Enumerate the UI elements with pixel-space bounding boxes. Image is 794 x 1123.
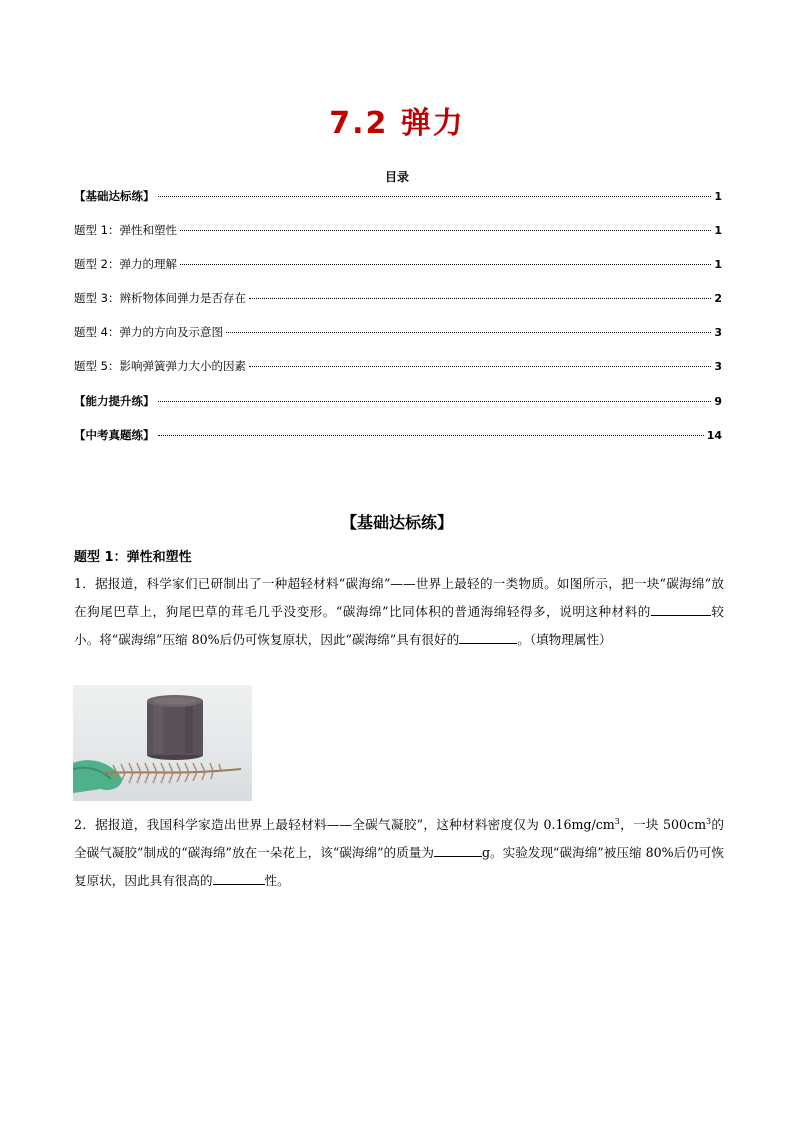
carbon-sponge-illustration bbox=[73, 685, 252, 801]
toc-page-number: 1 bbox=[714, 190, 722, 203]
toc-entry-label: 【能力提升练】 bbox=[74, 394, 155, 408]
answer-blank[interactable] bbox=[651, 603, 711, 616]
toc-page-number: 1 bbox=[714, 224, 722, 237]
toc-leader-dots bbox=[158, 401, 712, 402]
toc-entry-label: 题型 4：弹力的方向及示意图 bbox=[74, 325, 223, 339]
superscript: 3 bbox=[614, 817, 620, 826]
carbon-sponge-photo bbox=[73, 685, 252, 801]
superscript: 3 bbox=[706, 817, 712, 826]
toc-page-number: 3 bbox=[714, 360, 722, 373]
toc-page-number: 9 bbox=[714, 395, 722, 408]
question-2-text-c: 的全碳气凝胶”制成的“碳海绵”放在一朵花上，该“碳海绵”的质量为 bbox=[74, 817, 724, 861]
question-type-heading: 题型 1：弹性和塑性 bbox=[74, 550, 192, 565]
answer-blank[interactable] bbox=[213, 872, 265, 885]
toc-leader-dots bbox=[158, 435, 704, 436]
toc-entry-label: 题型 1：弹性和塑性 bbox=[74, 223, 177, 237]
toc-page-number: 2 bbox=[714, 292, 722, 305]
question-2-text-a: 2．据报道，我国科学家造出世界上最轻材料——全碳气凝胶”，这种材料密度仅为 0.16mg/cm bbox=[74, 817, 615, 833]
page-title: 7.2 弹力 bbox=[329, 106, 465, 141]
question-1-text-c: 。（填物理属性） bbox=[517, 632, 612, 647]
toc-leader-dots bbox=[180, 230, 711, 231]
toc-entry-label: 题型 5：影响弹簧弹力大小的因素 bbox=[74, 359, 246, 373]
toc-entry[interactable] bbox=[74, 427, 722, 443]
question-2-text-d: g。实验发现“碳海绵”被压缩 80%后仍可恢复原状，因此具有很高的 bbox=[74, 845, 724, 889]
toc-page-number: 3 bbox=[714, 326, 722, 339]
toc-entry[interactable] bbox=[74, 358, 722, 374]
toc-leader-dots bbox=[226, 332, 711, 333]
question-1 bbox=[74, 570, 724, 654]
question-1-text-a: 1．据报道，科学家们已研制出了一种超轻材料“碳海绵”——世界上最轻的一类物质。如图所示，把一块“碳海绵”放在狗尾巴草上，狗尾巴草的茸毛几乎没变形。“碳海绵”比同体积的普通海绵轻得多，说明这种材料的 bbox=[74, 576, 724, 619]
toc-heading: 目录 bbox=[384, 170, 409, 184]
toc-entry[interactable] bbox=[74, 324, 722, 340]
question-1-text-b: 较小。将“碳海绵”压缩 80%后仍可恢复原状，因此“碳海绵”具有很好的 bbox=[74, 604, 725, 647]
toc-leader-dots bbox=[249, 366, 711, 367]
toc-leader-dots bbox=[249, 298, 711, 299]
toc-entry-label: 题型 3：辨析物体间弹力是否存在 bbox=[74, 291, 246, 305]
toc-page-number: 1 bbox=[714, 258, 722, 271]
toc-entry[interactable] bbox=[74, 393, 722, 409]
toc-entry[interactable] bbox=[74, 188, 722, 204]
toc-leader-dots bbox=[180, 264, 711, 265]
toc-entry[interactable] bbox=[74, 290, 722, 306]
toc-entry[interactable] bbox=[74, 256, 722, 272]
answer-blank[interactable] bbox=[434, 844, 482, 857]
question-2-text-e: 性。 bbox=[264, 873, 290, 889]
toc-entry-label: 【中考真题练】 bbox=[74, 428, 155, 442]
toc-entry[interactable] bbox=[74, 222, 722, 238]
section-heading: 【基础达标练】 bbox=[340, 513, 453, 532]
toc-page-number: 14 bbox=[706, 429, 722, 442]
toc-entry-label: 【基础达标练】 bbox=[74, 189, 155, 203]
question-2-text-b: ，一块 500cm bbox=[619, 817, 707, 833]
question-2 bbox=[74, 808, 724, 895]
toc-entry-label: 题型 2：弹力的理解 bbox=[74, 257, 177, 271]
toc-leader-dots bbox=[158, 196, 712, 197]
answer-blank[interactable] bbox=[459, 631, 517, 644]
